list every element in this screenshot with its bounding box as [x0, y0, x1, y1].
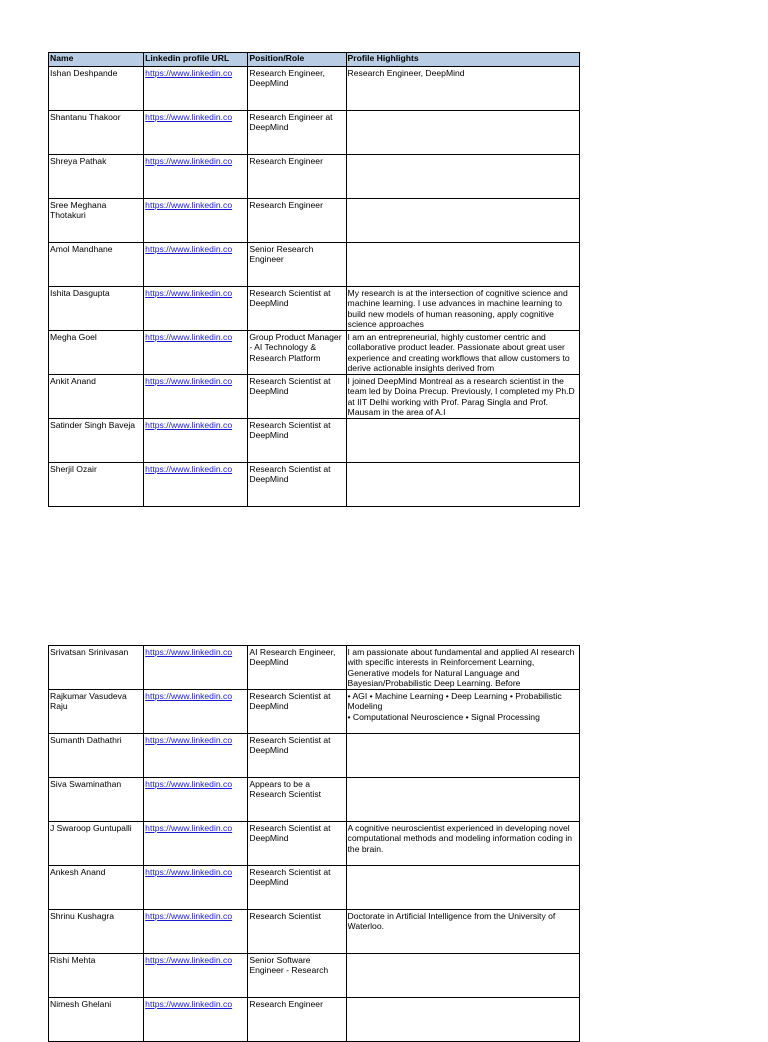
table-row: [49, 287, 580, 331]
url-column-cell: [144, 375, 248, 419]
role-column-cell: [248, 287, 346, 331]
url-column-cell: [144, 910, 248, 954]
role-cell: Research Scientist at DeepMind: [249, 735, 331, 756]
name-column-cell: [49, 998, 144, 1042]
name-cell: Srivatsan Srinivasan: [50, 647, 129, 657]
role-column-cell: [248, 419, 346, 463]
name-cell: Shreya Pathak: [50, 156, 107, 166]
role-column-cell: [248, 954, 346, 998]
highlights-column-cell: [346, 243, 579, 287]
role-column-cell: [248, 690, 346, 734]
table-row: [49, 243, 580, 287]
name-column-cell: [49, 734, 144, 778]
highlights-column-cell: [346, 910, 579, 954]
highlights-cell: I joined DeepMind Montreal as a research scientist in the team led by Doina Precup. Previously, I completed my Ph.D at IIT Delhi working with Prof. Parag Singla and Prof. Mausam in the area of A.I: [347, 376, 575, 418]
profile-url-link[interactable]: https://www.linkedin.co: [145, 420, 233, 430]
url-column-cell: [144, 690, 248, 734]
profile-url-link[interactable]: https://www.linkedin.co: [145, 244, 233, 254]
name-cell: Amol Mandhane: [50, 244, 113, 254]
role-cell: Research Engineer, DeepMind: [249, 68, 325, 89]
name-cell: Ankit Anand: [50, 376, 96, 386]
role-cell: AI Research Engineer, DeepMind: [249, 647, 336, 668]
name-column-cell: [49, 155, 144, 199]
table-row: [49, 199, 580, 243]
name-column-cell: [49, 67, 144, 111]
profile-url-link[interactable]: https://www.linkedin.co: [145, 735, 233, 745]
name-cell: Rishi Mehta: [50, 955, 96, 965]
url-column-cell: [144, 463, 248, 507]
url-column-cell: [144, 155, 248, 199]
url-column-cell: [144, 287, 248, 331]
url-column-cell: [144, 778, 248, 822]
name-cell: Rajkumar Vasudeva Raju: [50, 691, 127, 712]
highlights-column-cell: [346, 690, 579, 734]
table-row: [49, 690, 580, 734]
name-column-cell: [49, 910, 144, 954]
role-column-cell: [248, 463, 346, 507]
table-row: [49, 331, 580, 375]
name-cell: Shrinu Kushagra: [50, 911, 115, 921]
header-highlights: Profile Highlights: [346, 53, 579, 67]
table-row: [49, 998, 580, 1042]
highlights-column-cell: [346, 287, 579, 331]
table-row: [49, 646, 580, 690]
role-cell: Research Scientist at DeepMind: [249, 823, 331, 844]
role-cell: Group Product Manager - AI Technology & Research Platform: [249, 332, 342, 363]
name-cell: Siva Swaminathan: [50, 779, 122, 789]
name-column-cell: [49, 375, 144, 419]
name-column-cell: [49, 419, 144, 463]
header-name: Name: [49, 53, 144, 67]
profile-url-link[interactable]: https://www.linkedin.co: [145, 464, 233, 474]
highlights-column-cell: [346, 734, 579, 778]
highlights-column-cell: [346, 199, 579, 243]
role-column-cell: [248, 331, 346, 375]
name-column-cell: [49, 954, 144, 998]
profile-url-link[interactable]: https://www.linkedin.co: [145, 691, 233, 701]
highlights-cell: • AGI • Machine Learning • Deep Learning • Probabilistic Modeling • Computational Neuroscience • Signal Processing: [347, 691, 562, 722]
role-column-cell: [248, 998, 346, 1042]
name-cell: Ankesh Anand: [50, 867, 106, 877]
role-cell: Research Scientist at DeepMind: [249, 288, 331, 309]
table-row: [49, 954, 580, 998]
profile-url-link[interactable]: https://www.linkedin.co: [145, 955, 233, 965]
url-column-cell: [144, 199, 248, 243]
table-row: [49, 778, 580, 822]
highlights-column-cell: [346, 646, 579, 690]
role-column-cell: [248, 822, 346, 866]
url-column-cell: [144, 734, 248, 778]
name-column-cell: [49, 463, 144, 507]
url-column-cell: [144, 998, 248, 1042]
highlights-cell: I am an entrepreneurial, highly customer centric and collaborative product leader. Passionate about great user experience and creating workflows that allow customers to derive actionable insights derived from: [347, 332, 570, 374]
profile-url-link[interactable]: https://www.linkedin.co: [145, 647, 233, 657]
profiles-table-1: [48, 52, 580, 507]
role-cell: Research Scientist at DeepMind: [249, 464, 331, 485]
role-cell: Research Scientist at DeepMind: [249, 691, 331, 712]
highlights-column-cell: [346, 331, 579, 375]
role-cell: Senior Software Engineer - Research: [249, 955, 329, 976]
profile-url-link[interactable]: https://www.linkedin.co: [145, 156, 233, 166]
profile-url-link[interactable]: https://www.linkedin.co: [145, 288, 233, 298]
name-column-cell: [49, 866, 144, 910]
name-column-cell: [49, 822, 144, 866]
name-column-cell: [49, 690, 144, 734]
highlights-cell: My research is at the intersection of cognitive science and machine learning. I use advances in machine learning to build new models of human reasoning, apply cognitive science approaches: [347, 288, 568, 330]
table-row: [49, 463, 580, 507]
url-column-cell: [144, 646, 248, 690]
table-row: [49, 155, 580, 199]
highlights-column-cell: [346, 463, 579, 507]
name-cell: Satinder Singh Baveja: [50, 420, 136, 430]
name-column-cell: [49, 287, 144, 331]
name-column-cell: [49, 646, 144, 690]
name-column-cell: [49, 199, 144, 243]
table-row: [49, 67, 580, 111]
table-row: [49, 375, 580, 419]
name-cell: Megha Goel: [50, 332, 97, 342]
highlights-column-cell: [346, 998, 579, 1042]
profile-url-link[interactable]: https://www.linkedin.co: [145, 779, 233, 789]
name-cell: Sree Meghana Thotakuri: [50, 200, 107, 221]
highlights-cell: I am passionate about fundamental and applied AI research with specific interests in Reinforcement Learning, Generative models for Natural Language and Bayesian/Probabilistic Deep Learning. Before: [347, 647, 575, 689]
highlights-column-cell: [346, 419, 579, 463]
role-column-cell: [248, 111, 346, 155]
highlights-column-cell: [346, 67, 579, 111]
header-row: [49, 53, 580, 67]
role-cell: Research Scientist at DeepMind: [249, 420, 331, 441]
name-column-cell: [49, 331, 144, 375]
role-column-cell: [248, 155, 346, 199]
table-row: [49, 419, 580, 463]
role-cell: Research Engineer: [249, 156, 323, 166]
role-column-cell: [248, 646, 346, 690]
table-row: [49, 910, 580, 954]
role-cell: Appears to be a Research Scientist: [249, 779, 322, 800]
name-cell: Ishan Deshpande: [50, 68, 118, 78]
name-cell: J Swaroop Guntupalli: [50, 823, 132, 833]
role-column-cell: [248, 67, 346, 111]
role-column-cell: [248, 199, 346, 243]
name-cell: Nimesh Ghelani: [50, 999, 112, 1009]
header-url: Linkedin profile URL: [144, 53, 248, 67]
url-column-cell: [144, 331, 248, 375]
role-cell: Research Engineer at DeepMind: [249, 112, 333, 133]
name-cell: Sumanth Dathathri: [50, 735, 122, 745]
highlights-column-cell: [346, 111, 579, 155]
highlights-column-cell: [346, 778, 579, 822]
profile-url-link[interactable]: https://www.linkedin.co: [145, 112, 233, 122]
table-row: [49, 866, 580, 910]
name-cell: Ishita Dasgupta: [50, 288, 110, 298]
name-cell: Sherjil Ozair: [50, 464, 97, 474]
role-cell: Research Scientist at DeepMind: [249, 376, 331, 397]
highlights-cell: A cognitive neuroscientist experienced in developing novel computational methods and modeling information coding in the brain.: [347, 823, 573, 854]
role-column-cell: [248, 778, 346, 822]
name-column-cell: [49, 111, 144, 155]
profile-url-link[interactable]: https://www.linkedin.co: [145, 911, 233, 921]
highlights-cell: Research Engineer, DeepMind: [347, 68, 465, 78]
header-role: Position/Role: [248, 53, 346, 67]
url-column-cell: [144, 243, 248, 287]
url-column-cell: [144, 67, 248, 111]
profile-url-link[interactable]: https://www.linkedin.co: [145, 200, 233, 210]
role-cell: Research Scientist: [249, 911, 322, 921]
url-column-cell: [144, 111, 248, 155]
name-cell: Shantanu Thakoor: [50, 112, 121, 122]
url-column-cell: [144, 954, 248, 998]
highlights-column-cell: [346, 375, 579, 419]
name-column-cell: [49, 243, 144, 287]
profile-url-link[interactable]: https://www.linkedin.co: [145, 68, 233, 78]
highlights-column-cell: [346, 155, 579, 199]
url-column-cell: [144, 822, 248, 866]
profile-url-link[interactable]: https://www.linkedin.co: [145, 332, 233, 342]
profile-url-link[interactable]: https://www.linkedin.co: [145, 376, 233, 386]
highlights-column-cell: [346, 954, 579, 998]
role-column-cell: [248, 734, 346, 778]
profile-url-link[interactable]: https://www.linkedin.co: [145, 823, 233, 833]
table-row: [49, 111, 580, 155]
role-column-cell: [248, 866, 346, 910]
url-column-cell: [144, 419, 248, 463]
profile-url-link[interactable]: https://www.linkedin.co: [145, 867, 233, 877]
profile-url-link[interactable]: https://www.linkedin.co: [145, 999, 233, 1009]
role-column-cell: [248, 375, 346, 419]
role-cell: Research Engineer: [249, 200, 323, 210]
highlights-column-cell: [346, 822, 579, 866]
role-cell: Research Scientist at DeepMind: [249, 867, 331, 888]
highlights-column-cell: [346, 866, 579, 910]
table-row: [49, 734, 580, 778]
name-column-cell: [49, 778, 144, 822]
profiles-table-2: [48, 645, 580, 1042]
role-column-cell: [248, 243, 346, 287]
highlights-cell: Doctorate in Artificial Intelligence from the University of Waterloo.: [347, 911, 556, 932]
url-column-cell: [144, 866, 248, 910]
role-cell: Senior Research Engineer: [249, 244, 314, 265]
table-row: [49, 822, 580, 866]
role-cell: Research Engineer: [249, 999, 323, 1009]
role-column-cell: [248, 910, 346, 954]
